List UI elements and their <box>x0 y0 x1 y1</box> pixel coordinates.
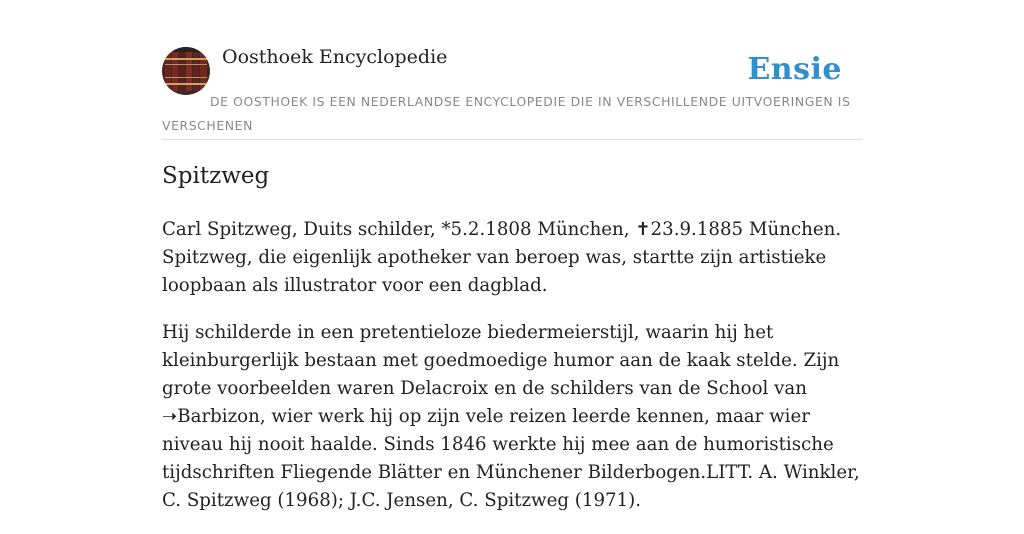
article-body <box>162 216 862 534</box>
article-title: Spitzweg <box>162 163 270 189</box>
site-header <box>162 0 862 140</box>
page <box>162 0 862 511</box>
site-name-link[interactable]: Oosthoek Encyclopedie <box>222 46 448 68</box>
article-paragraph: Carl Spitzweg, Duits schilder, *5.2.1808 München, ✝23.9.1885 München. Spitzweg, die eigenlijk apotheker van beroep was, startte zijn artistieke loopbaan als illustrator voor een dagblad. <box>162 219 842 296</box>
ensie-logo-link[interactable]: Ensie <box>747 52 842 87</box>
site-tagline: DE OOSTHOEK IS EEN NEDERLANDSE ENCYCLOPEDIE DIE IN VERSCHILLENDE UITVOERINGEN IS VERSCHENEN <box>162 94 851 133</box>
site-avatar[interactable] <box>162 47 210 95</box>
encyclopedia-books-icon <box>162 47 210 95</box>
article-paragraph: Hij schilderde in een pretentieloze biedermeierstijl, waarin hij het kleinburgerlijk bestaan met goedmoedige humor aan de kaak stelde. Zijn grote voorbeelden waren Delacroix en de schilders van de School van ➝Barbizon, wier werk hij op zijn vele reizen leerde kennen, maar wier niveau hij nooit haalde. Sinds 1846 werkte hij mee aan de humoristische tijdschriften Fliegende Blätter en Münchener Bilderbogen.LITT. A. Winkler, C. Spitzweg (1968); J.C. Jensen, C. Spitzweg (1971). <box>162 322 860 511</box>
